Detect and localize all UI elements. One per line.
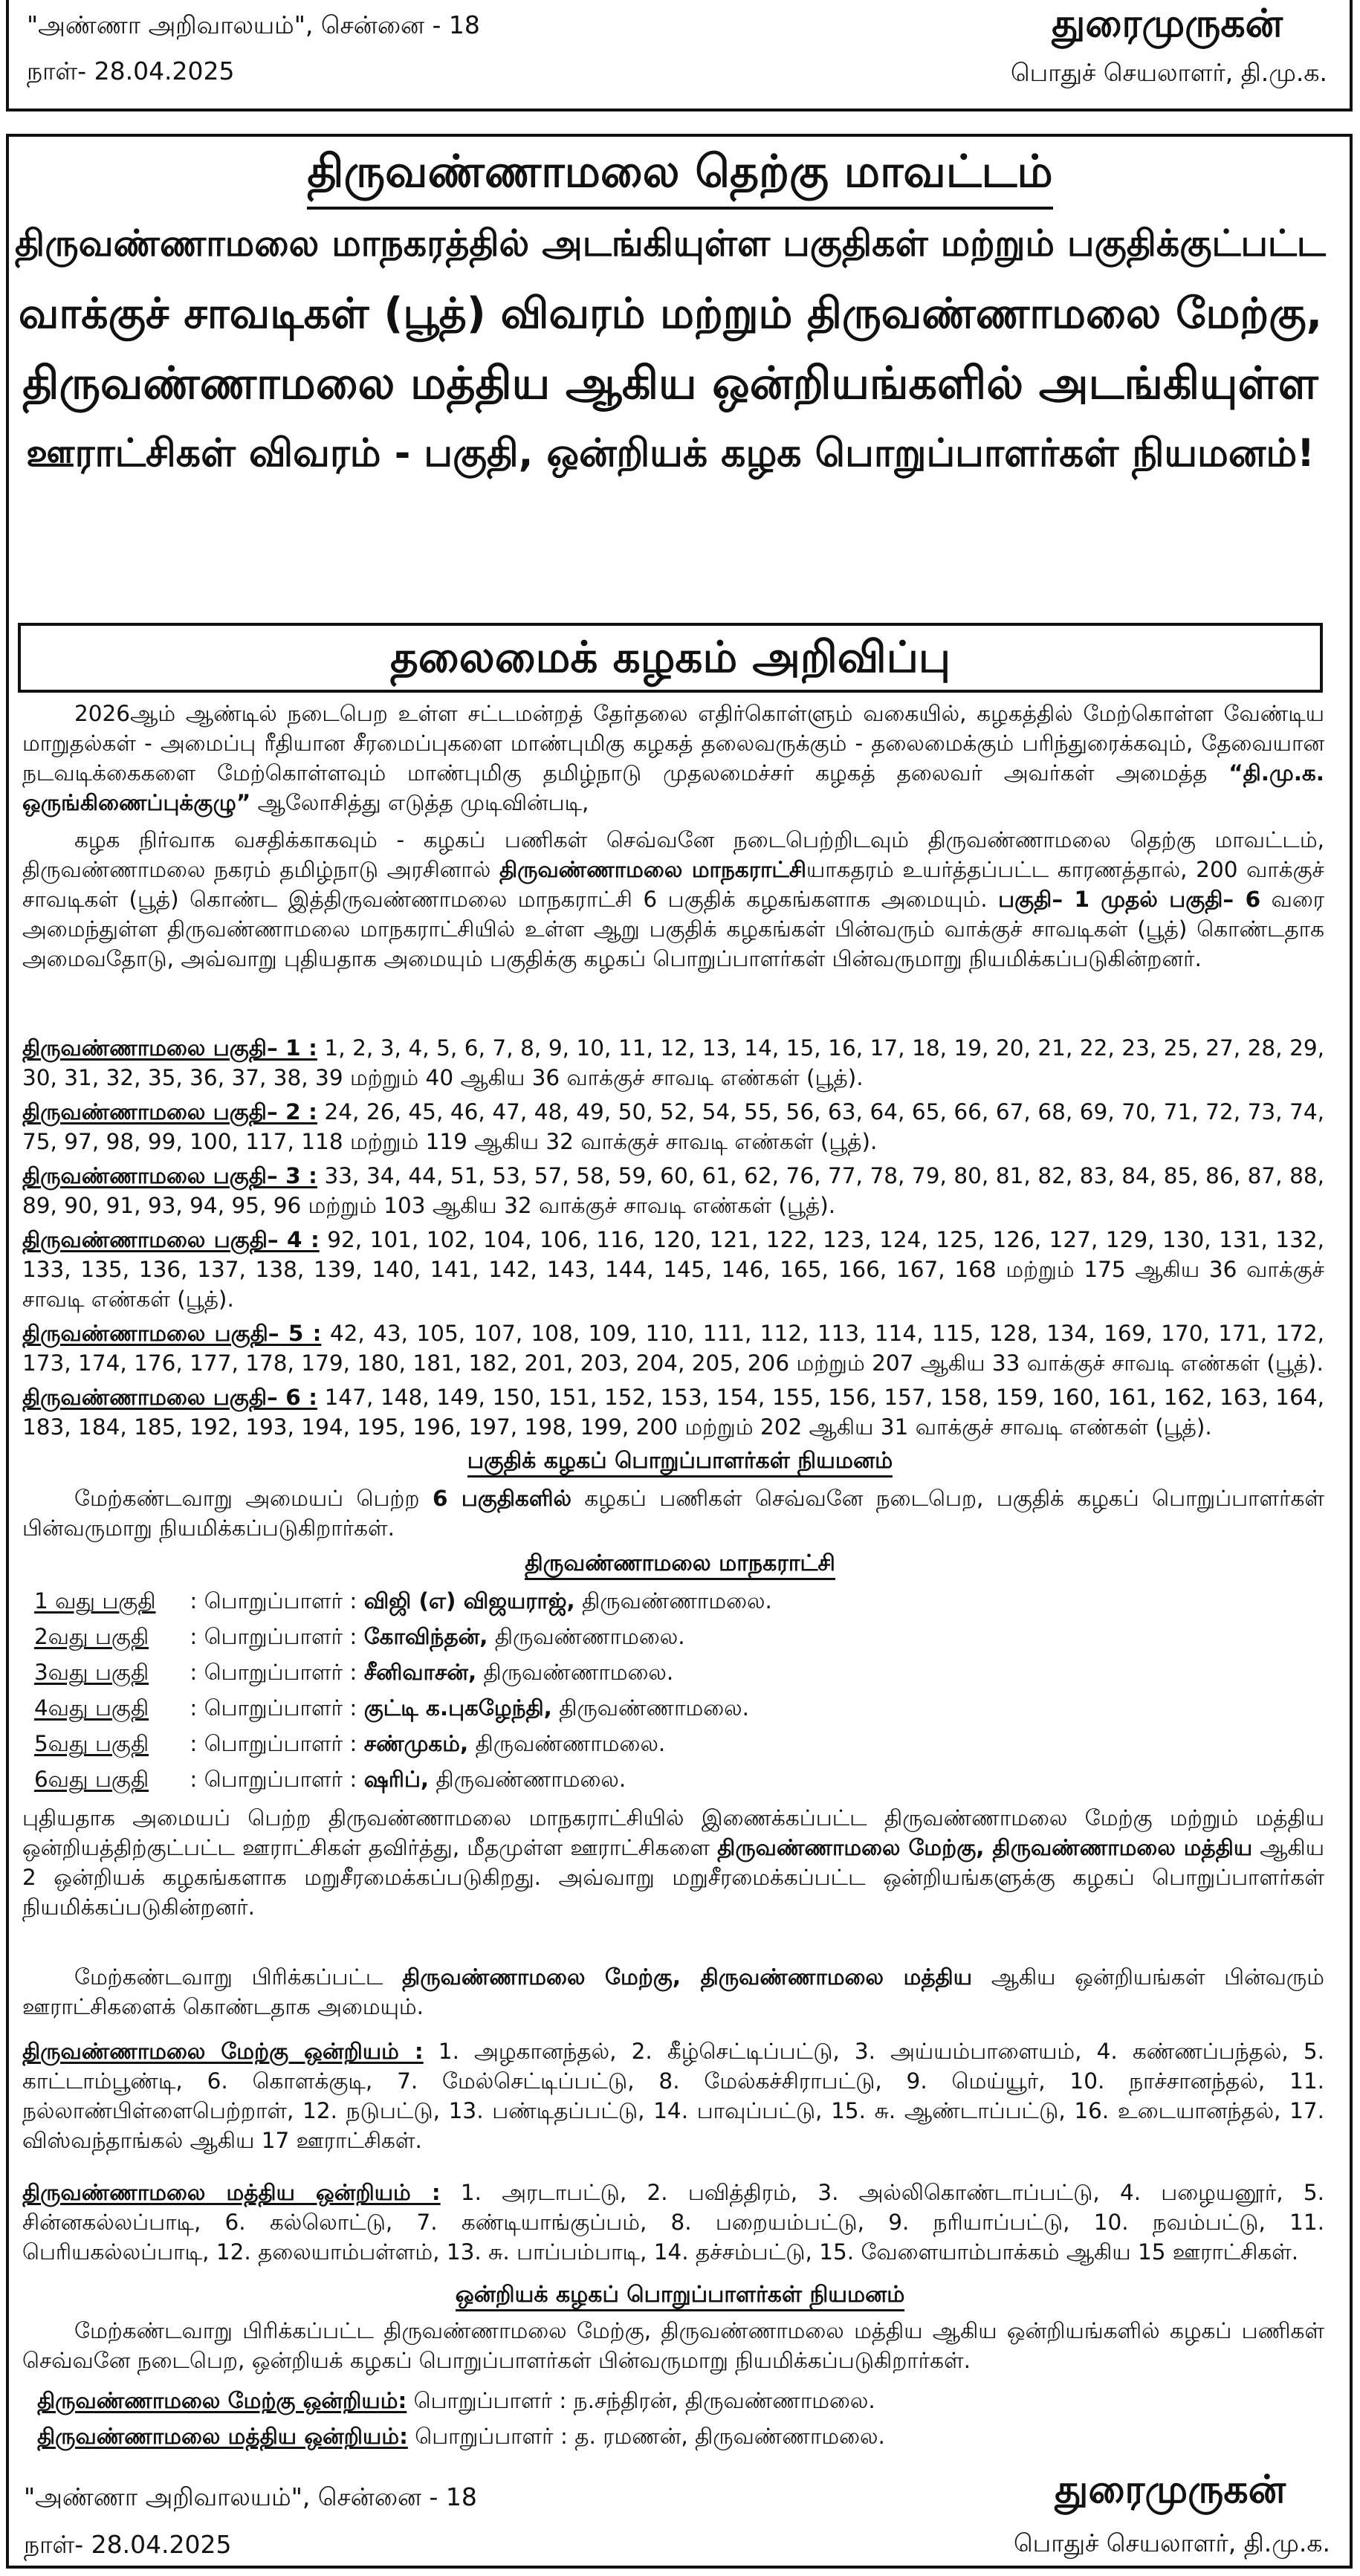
headline-line-2: வாக்குச் சாவடிகள் (பூத்) விவரம் மற்றும் திருவண்ணாமலை மேற்கு,: [18, 289, 1323, 338]
intro-paragraph-2: கழக நிர்வாக வசதிக்காகவும் - கழகப் பணிகள் செவ்வனே நடைபெற்றிடவும் திருவண்ணாமலை தெற்கு மாவட்டம், திருவண்ணாமலை நகரம் தமிழ்நாடு அரசினால் திருவண்ணாமலை மாநகராட்சியாகதரம் உயர்த்தப்பட்ட காரணத்தால், 200 வாக்குச் சாவடிகள் (பூத்) கொண்ட இத்திருவண்ணாமலை மாநகராட்சி 6 பகுதிக் கழகங்களாக அமையும். பகுதி– 1 முதல் பகுதி– 6 வரை அமைந்துள்ள திருவண்ணாமலை மாநகராட்சியில் உள்ள ஆறு பகுதிக் கழகங்கள் பின்வரும் வாக்குச் சாவடிகள் (பூத்) கொண்டதாக அமைவதோடு, அவ்வாறு புதியதாக அமையும் பகுதிக்கு கழகப் பொறுப்பாளர்கள் பின்வருமாறு நியமிக்கப்படுகின்றனர்.: [22, 827, 1324, 971]
footer-address: "அண்ணா அறிவாலயம்", சென்னை - 18: [24, 2482, 477, 2511]
footer-date: நாள்- 28.04.2025: [24, 2530, 232, 2559]
headline-line-1: திருவண்ணாமலை மாநகரத்தில் அடங்கியுள்ள பகுதிகள் மற்றும் பகுதிக்குட்பட்ட: [15, 222, 1326, 265]
part-appointment-title: பகுதிக் கழகப் பொறுப்பாளர்கள் நியமனம்: [0, 1448, 1360, 1477]
part-4-booths: திருவண்ணாமலை பகுதி– 4 : 92, 101, 102, 104, 106, 116, 120, 121, 122, 123, 124, 125, 126, 127, 129, 130, 131, 132, 133, 135, 136, 137, 138, 139, 140, 141, 142, 143, 144, 145, 146, 165, 166, 167, 168 மற்றும் 175 ஆகிய 36 வாக்குச் சாவடி எண்கள் (பூத்).: [22, 1227, 1325, 1312]
part-appointment-row: 3வது பகுதி : பொறுப்பாளர் : சீனிவாசன், திருவண்ணாமலை.: [34, 1660, 674, 1685]
part-appointment-row: 6வது பகுதி : பொறுப்பாளர் : ஷரிப், திருவண்ணாமலை.: [34, 1767, 626, 1792]
footer-date: நாள்- 28.04.2025: [27, 56, 235, 85]
union-appointment-title: ஒன்றியக் கழகப் பொறுப்பாளர்கள் நியமனம்: [0, 2282, 1360, 2311]
district-title: திருவண்ணாமலை தெற்கு மாவட்டம்: [0, 146, 1360, 210]
footer-address: "அண்ணா அறிவாலயம்", சென்னை - 18: [27, 10, 480, 39]
part-appointment-row: 5வது பகுதி : பொறுப்பாளர் : சண்முகம், திருவண்ணாமலை.: [34, 1731, 666, 1756]
headline-line-3: திருவண்ணாமலை மத்திய ஆகிய ஒன்றியங்களில் அடங்கியுள்ள: [22, 357, 1318, 410]
merge-paragraph-1: புதியதாக அமையப் பெற்ற திருவண்ணாமலை மாநகராட்சியில் இணைக்கப்பட்ட திருவண்ணாமலை மேற்கு மற்றும் மத்திய ஒன்றியத்திற்குட்பட்ட ஊராட்சிகள் தவிர்த்து, மீதமுள்ள ஊராட்சிகளை திருவண்ணாமலை மேற்கு, திருவண்ணாமலை மத்திய ஆகிய 2 ஒன்றியக் கழகங்களாக மறுசீரமைக்கப்படுகிறது. அவ்வாறு மறுசீரமைக்கப்பட்ட ஒன்றியங்களுக்கு கழகப் பொறுப்பாளர்கள் நியமிக்கப்படுகின்றனர்.: [22, 1805, 1324, 1920]
signatory-designation: பொதுச் செயலாளர், தி.மு.க.: [1010, 58, 1327, 87]
union-appointment-row: திருவண்ணாமலை மத்திய ஒன்றியம்: பொறுப்பாளர் : த. ரமணன், திருவண்ணாமலை.: [37, 2424, 885, 2449]
notice-title: தலைமைக் கழகம் அறிவிப்பு: [18, 623, 1323, 693]
merge-paragraph-2: மேற்கண்டவாறு பிரிக்கப்பட்ட திருவண்ணாமலை மேற்கு, திருவண்ணாமலை மத்திய ஆகிய ஒன்றியங்கள் பின்வரும் ஊராட்சிகளைக் கொண்டதாக அமையும்.: [22, 1964, 1324, 2019]
previous-announcement-footer: [6, 0, 1353, 111]
west-union-panchayats: திருவண்ணாமலை மேற்கு ஒன்றியம் : 1. அழகானந்தல், 2. கீழ்செட்டிப்பட்டு, 3. அய்யம்பாளையம், 4. கண்ணப்பந்தல், 5. காட்டாம்பூண்டி, 6. கொளக்குடி, 7. மேல்செட்டிப்பட்டு, 8. மேல்கச்சிராபட்டு, 9. மெய்யூர், 10. நாச்சானந்தல், 11. நல்லாண்பிள்ளைபெற்றாள், 12. நடுபட்டு, 13. பண்டிதப்பட்டு, 14. பாவுப்பட்டு, 15. சு. ஆண்டாப்பட்டு, 16. உடையானந்தல், 17. விஸ்வந்தாங்கல் ஆகிய 17 ஊராட்சிகள்.: [22, 2039, 1324, 2153]
central-union-panchayats: திருவண்ணாமலை மத்திய ஒன்றியம் : 1. அரடாபட்டு, 2. பவித்திரம், 3. அல்லிகொண்டாப்பட்டு, 4. பழையனூர், 5. சின்னகல்லப்பாடி, 6. கல்லொட்டு, 7. கண்டியாங்குப்பம், 8. பறையம்பட்டு, 9. நரியாப்பட்டு, 10. நவம்பட்டு, 11. பெரியகல்லப்பாடி, 12. தலையாம்பள்ளம், 13. சு. பாப்பம்பாடி, 14. தச்சம்பட்டு, 15. வேளையாம்பாக்கம் ஆகிய 15 ஊராட்சிகள்.: [22, 2180, 1324, 2265]
part-6-booths: திருவண்ணாமலை பகுதி– 6 : 147, 148, 149, 150, 151, 152, 153, 154, 155, 156, 157, 158, 159, 160, 161, 162, 163, 164, 183, 184, 185, 192, 193, 194, 195, 196, 197, 198, 199, 200 மற்றும் 202 ஆகிய 31 வாக்குச் சாவடி எண்கள் (பூத்).: [22, 1385, 1324, 1440]
part-appointment-intro: மேற்கண்டவாறு அமையப் பெற்ற 6 பகுதிகளில் கழகப் பணிகள் செவ்வனே நடைபெற, பகுதிக் கழகப் பொறுப்பாளர்கள் பின்வருமாறு நியமிக்கப்படுகிறார்கள்.: [22, 1486, 1324, 1541]
headline-line-4: ஊராட்சிகள் விவரம் - பகுதி, ஒன்றியக் கழக பொறுப்பாளர்கள் நியமனம்!: [26, 431, 1315, 476]
part-2-booths: திருவண்ணாமலை பகுதி– 2 : 24, 26, 45, 46, 47, 48, 49, 50, 52, 54, 55, 56, 63, 64, 65, 66, 67, 68, 69, 70, 71, 72, 73, 74, 75, 97, 98, 99, 100, 117, 118 மற்றும் 119 ஆகிய 32 வாக்குச் சாவடி எண்கள் (பூத்).: [22, 1099, 1325, 1154]
corporation-title: திருவண்ணாமலை மாநகராட்சி: [0, 1550, 1360, 1579]
union-appointment-row: திருவண்ணாமலை மேற்கு ஒன்றியம்: பொறுப்பாளர் : ந.சந்திரன், திருவண்ணாமலை.: [37, 2388, 875, 2413]
part-5-booths: திருவண்ணாமலை பகுதி– 5 : 42, 43, 105, 107, 108, 109, 110, 111, 112, 113, 114, 115, 128, 134, 169, 170, 171, 172, 173, 174, 176, 177, 178, 179, 180, 181, 182, 201, 203, 204, 205, 206 மற்றும் 207 ஆகிய 33 வாக்குச் சாவடி எண்கள் (பூத்).: [22, 1321, 1325, 1376]
signatory-name: துரைமுருகன்: [1052, 1, 1283, 46]
part-3-booths: திருவண்ணாமலை பகுதி– 3 : 33, 34, 44, 51, 53, 57, 58, 59, 60, 61, 62, 76, 77, 78, 79, 80, 81, 82, 83, 84, 85, 86, 87, 88, 89, 90, 91, 93, 94, 95, 96 மற்றும் 103 ஆகிய 32 வாக்குச் சாவடி எண்கள் (பூத்).: [22, 1163, 1325, 1218]
part-1-booths: திருவண்ணாமலை பகுதி– 1 : 1, 2, 3, 4, 5, 6, 7, 8, 9, 10, 11, 12, 13, 14, 15, 16, 17, 18, 19, 20, 21, 22, 23, 25, 27, 28, 29, 30, 31, 32, 35, 36, 37, 38, 39 மற்றும் 40 ஆகிய 36 வாக்குச் சாவடி எண்கள் (பூத்).: [22, 1035, 1325, 1090]
union-appointment-intro: மேற்கண்டவாறு பிரிக்கப்பட்ட திருவண்ணாமலை மேற்கு, திருவண்ணாமலை மத்திய ஆகிய ஒன்றியங்களில் கழகப் பணிகள் செவ்வனே நடைபெற, ஒன்றியக் கழகப் பொறுப்பாளர்கள் பின்வருமாறு நியமிக்கப்படுகிறார்கள்.: [22, 2318, 1324, 2373]
signatory-designation: பொதுச் செயலாளர், தி.மு.க.: [1013, 2528, 1330, 2557]
part-appointment-row: 2வது பகுதி : பொறுப்பாளர் : கோவிந்தன், திருவண்ணாமலை.: [34, 1624, 685, 1649]
intro-paragraph-1: 2026ஆம் ஆண்டில் நடைபெற உள்ள சட்டமன்றத் தேர்தலை எதிர்கொள்ளும் வகையில், கழகத்தில் மேற்கொள்ள வேண்டிய மாறுதல்கள் - அமைப்பு ரீதியான சீரமைப்புகளை மாண்புமிகு கழகத் தலைவருக்கும் - தலைமைக்கும் பரிந்துரைக்கவும், தேவையான நடவடிக்கைகளை மேற்கொள்ளவும் மாண்புமிகு தமிழ்நாடு முதலமைச்சர் கழகத் தலைவர் அவர்கள் அமைத்த “தி.மு.க. ஒருங்கிணைப்புக்குழு” ஆலோசித்து எடுத்த முடிவின்படி,: [22, 701, 1324, 815]
part-appointment-row: 1 வது பகுதி : பொறுப்பாளர் : விஜி (எ) விஜயராஜ், திருவண்ணாமலை.: [34, 1588, 772, 1614]
part-appointment-row: 4வது பகுதி : பொறுப்பாளர் : குட்டி க.புகழேந்தி, திருவண்ணாமலை.: [34, 1695, 750, 1721]
signatory-name: துரைமுருகன்: [1055, 2467, 1286, 2512]
